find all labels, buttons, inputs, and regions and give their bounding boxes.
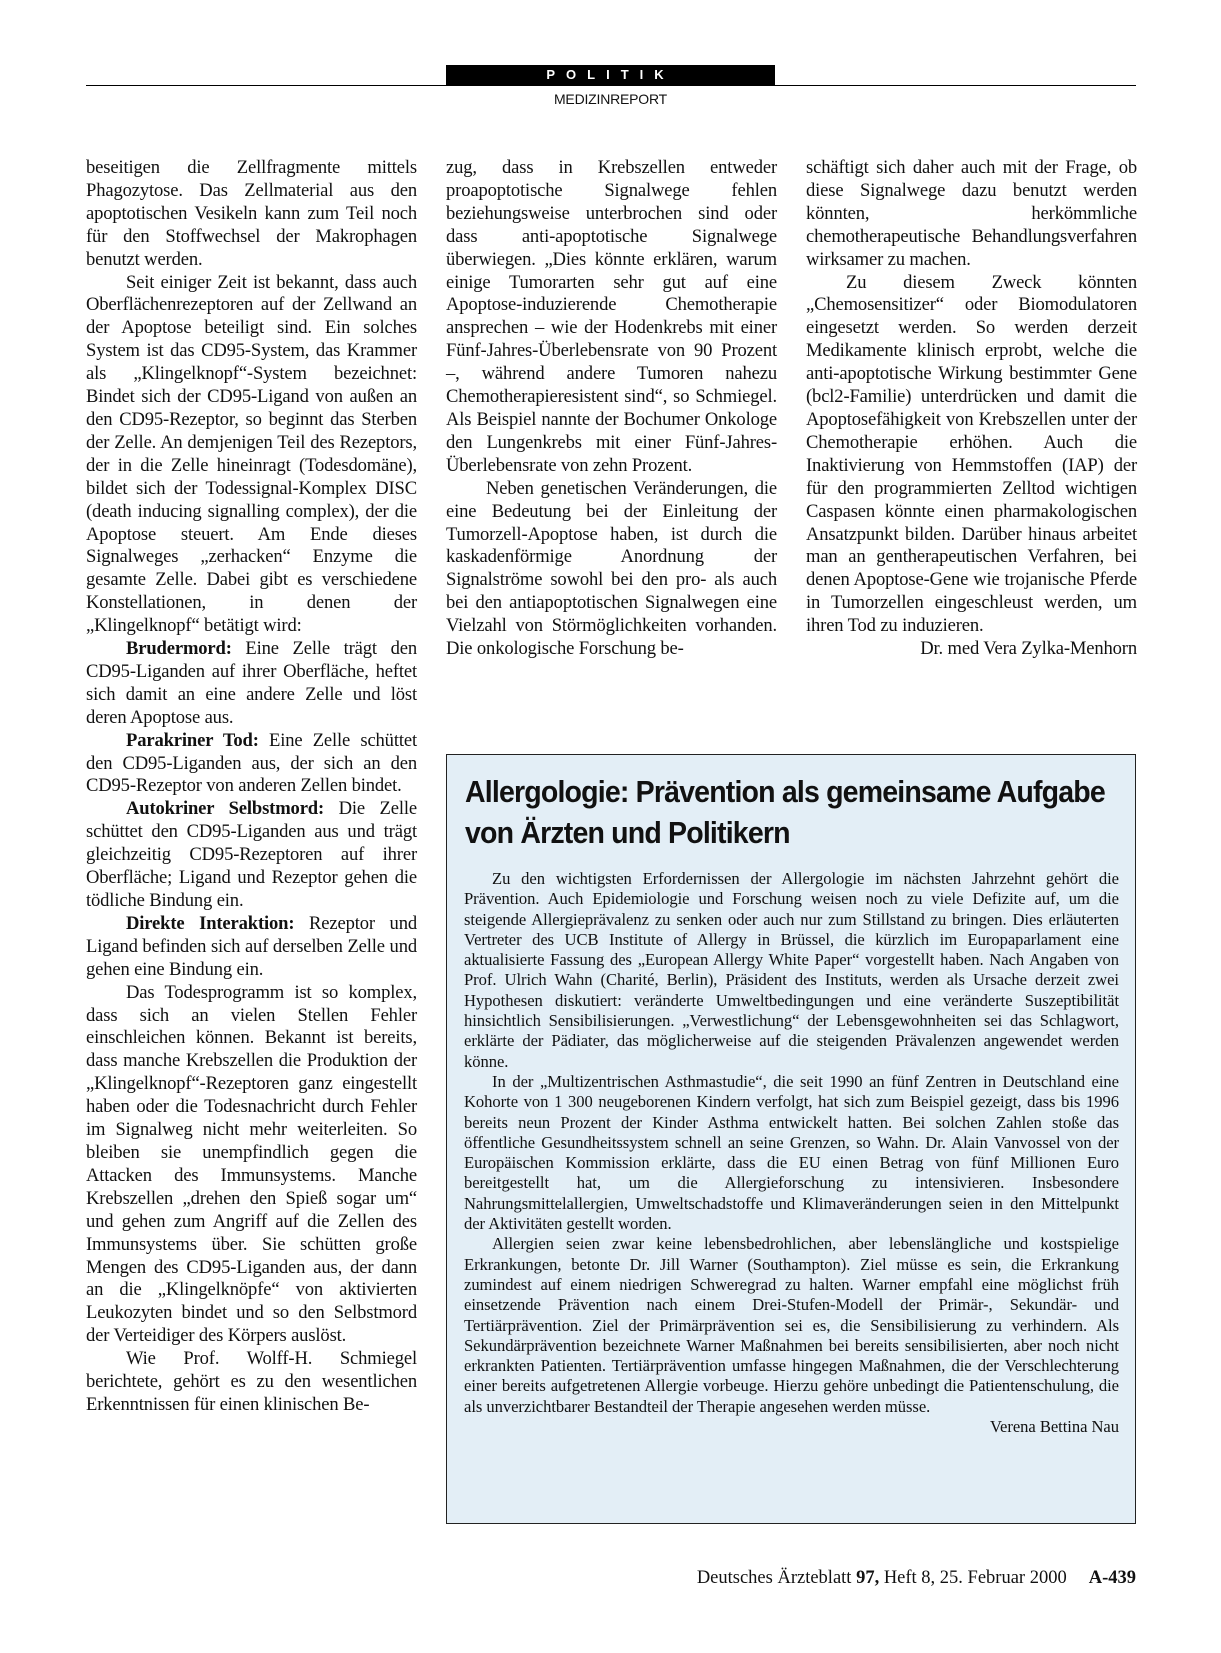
volume-number: 97, — [856, 1568, 880, 1588]
term-paragraph — [86, 798, 417, 913]
box-author: Verena Bettina Nau — [989, 1417, 1119, 1437]
term-text: Die Zelle schüttet den CD95-Liganden aus und trägt gleichzeitig CD95-Rezeptoren auf ihrer Oberfläche; Ligand und Rezeptor gehen die tödliche Bindung ein. — [86, 798, 418, 911]
sidebar-box — [446, 754, 1136, 1524]
box-body — [464, 869, 1119, 1437]
term-paragraph — [86, 638, 417, 730]
paragraph: Zu den wichtigsten Erfordernissen der Allergologie im nächsten Jahrzehnt gehört die Prävention. Auch Epidemiologie und Forschung weisen noch zu viele Defizite auf, um die steigende Allergieprävalenz zu senken oder auch nur zum Stillstand zu bringen. Dies erläuterten Vertreter des UCB Institute of Allergy in Brüssel, die kürzlich im Europaparlament eine aktualisierte Fassung des „European Allergy White Paper“ vorgestellt haben. Nach Angaben von Prof. Ulrich Wahn (Charité, Berlin), Präsident des Instituts, werden als Ursache derzeit zwei Hypothesen diskutiert: veränderte Umweltbedingungen und eine veränderte Suszeptibilität hinsichtlich Sensibilisierungen. „Verwestlichung“ der Lebensgewohnheiten sei das Schlagwort, erklärte der Pädiater, das möglicherweise auf die steigenden Prävalenzen angewendet werden könne. — [464, 869, 1119, 1071]
paragraph: zug, dass in Krebszellen entweder proapoptotische Signalwege fehlen beziehungsweise unterbrochen sind oder dass anti-apoptotische Signalwege überwiegen. „Dies könnte erklären, warum einige Tumorarten sehr gut auf eine Apoptose-induzierende Chemotherapie ansprechen – wie der Hodenkrebs mit einer Fünf-Jahres-Überlebensrate von 90 Prozent –, während andere Tumoren nahezu Chemotherapieresistent sind“, so Schmiegel. Als Beispiel nannte der Bochumer Onkologe den Lungenkrebs mit einer Fünf-Jahres-Überlebensrate von zehn Prozent. — [446, 157, 777, 476]
article-author: Dr. med Vera Zylka-Menhorn — [920, 638, 1137, 660]
paragraph: Seit einiger Zeit ist bekannt, dass auch Oberflächenrezeptoren auf der Zellwand an der Apoptose beteiligt sind. Ein solches System ist das CD95-System, das Krammer als „Klingelknopf“-System bezeichnet: Bindet sich der CD95-Ligand von außen an den CD95-Rezeptor, so beginnt das Sterben der Zelle. An demjenigen Teil des Rezeptors, der in die Zelle hineinragt (Todesdomäne), bildet sich der Todessignal-Komplex DISC (death inducing signalling complex), der die Apoptose steuert. Am Ende dieses Signalweges „zerhacken“ Enzyme die gesamte Zelle. Dabei gibt es verschiedene Konstellationen, in denen der „Klingelknopf“ betätigt wird: — [86, 271, 417, 637]
article-column-1 — [86, 157, 417, 1417]
term-label: Autokriner Selbstmord: — [126, 798, 325, 820]
paragraph: Neben genetischen Veränderungen, die eine Bedeutung bei der Einleitung der Tumorzell-Apoptose haben, ist durch die kaskadenförmige Anordnung der Signalströme sowohl bei den pro- als auch bei den antiapoptotischen Signalwegen eine Vielzahl von Störmöglichkeiten vorhanden. Die onkologische Forschung be- — [446, 477, 777, 660]
term-text: Eine Zelle schüttet den CD95-Liganden aus, der sich an den CD95-Rezeptor von anderen Zellen bindet. — [86, 729, 417, 797]
term-label: Brudermord: — [126, 638, 232, 660]
section-label: POLITIK — [446, 65, 775, 85]
paragraph: Allergien seien zwar keine lebensbedrohlichen, aber lebenslängliche und kostspielige Erkrankungen, betonte Dr. Jill Warner (Southampton). Ziel müsse es sein, die Erkrankung zumindest auf einem niedrigen Schweregrad zu halten. Warner empfahl eine möglichst früh einsetzende Prävention nach einem Drei-Stufen-Modell der Primär-, Sekundär- und Tertiärprävention. Ziel der Primärprävention sei es, die Sensibilisierung zu verhindern. Als Sekundärprävention bezeichnete Warner Maßnahmen bei bereits sensibilisierten, aber noch nicht erkrankten Patienten. Tertiärprävention umfasse hingegen Maßnahmen, die der Verschlechterung einer bereits aufgetretenen Allergie vorbeuge. Hierzu gehöre unbedingt die Patientenschulung, die als unverzichtbarer Bestandteil der Therapie angesehen werden müsse. — [464, 1234, 1119, 1416]
issue-date: Heft 8, 25. Februar 2000 — [879, 1568, 1067, 1588]
term-label: Direkte Interaktion: — [126, 912, 295, 934]
page-number: A-439 — [1088, 1568, 1136, 1588]
subsection-label: MEDIZINREPORT — [553, 91, 668, 107]
page-footer — [620, 1568, 1136, 1589]
term-paragraph — [86, 913, 417, 982]
box-title: Allergologie: Prävention als gemeinsame Aufgabe von Ärzten und Politikern — [465, 774, 1105, 850]
header-rule — [86, 85, 1136, 86]
term-paragraph — [86, 730, 417, 799]
term-text: Rezeptor und Ligand befinden sich auf derselben Zelle und gehen eine Bindung ein. — [86, 912, 417, 980]
article-column-3 — [806, 157, 1137, 661]
term-label: Parakriner Tod: — [126, 729, 259, 751]
article-column-2 — [446, 157, 777, 661]
paragraph: Das Todesprogramm ist so komplex, dass sich an vielen Stellen Fehler einschleichen können. Bekannt ist bereits, dass manche Krebszellen die Produktion der „Klingelknopf“-Rezeptoren ganz eingestellt haben oder die Todesnachricht durch Fehler im Signalweg nicht mehr weiterleiten. So bleiben sie unempfindlich gegen die Attacken des Immunsystems. Manche Krebszellen „drehen den Spieß sogar um“ und gehen zum Angriff auf die Zellen des Immunsystems über. Sie schütten große Mengen des CD95-Liganden aus, der dann an die „Klingelknöpfe“ von aktivierten Leukozyten bindet und so den Selbstmord der Verteidiger des Körpers auslöst. — [86, 981, 417, 1347]
paragraph: In der „Multizentrischen Asthmastudie“, die seit 1990 an fünf Zentren in Deutschland eine Kohorte von 1 300 neugeborenen Kindern verfolgt, hat sich zum Beispiel gezeigt, dass bis 1996 bereits neun Prozent der Kinder Asthma entwickelt hatten. Bei solchen Zahlen stoße das öffentliche Gesundheitssystem schnell an seine Grenzen, so Wahn. Dr. Alain Vanvossel von der Europäischen Kommission erklärte, dass die EU einen Betrag von fünf Millionen Euro bereitgestellt hat, um die Allergieforschung zu intensivieren. Insbesondere Nahrungsmittelallergien, Umweltschadstoffe und Klimaveränderungen seien in den Mittelpunkt der Aktivitäten gestellt worden. — [464, 1071, 1119, 1234]
paragraph: beseitigen die Zellfragmente mittels Phagozytose. Das Zellmaterial aus den apoptotischen Vesikeln kann zum Teil noch für den Stoffwechsel der Makrophagen benutzt werden. — [86, 157, 417, 270]
paragraph: Zu diesem Zweck könnten „Chemosensitizer“ oder Biomodulatoren eingesetzt werden. So werden derzeit Medikamente klinisch erprobt, welche die anti-apoptotische Wirkung bestimmter Gene (bcl2-Familie) unterdrücken und damit die Apoptosefähigkeit von Krebszellen unter der Chemotherapie erhöhen. Auch die Inaktivierung von Hemmstoffen (IAP) der für den programmierten Zelltod wichtigen Caspasen könnte einen pharmakologischen Ansatzpunkt bilden. Darüber hinaus arbeitet man an gentherapeutischen Verfahren, bei denen Apoptose-Gene wie trojanische Pferde in Tumorzellen eingeschleust werden, um ihren Tod zu induzieren. — [806, 271, 1137, 637]
journal-name: Deutsches Ärzteblatt — [696, 1568, 857, 1588]
paragraph: schäftigt sich daher auch mit der Frage, ob diese Signalwege dazu benutzt werden könnten, herkömmliche chemotherapeutische Behandlungsverfahren wirksamer zu machen. — [806, 157, 1137, 270]
paragraph: Wie Prof. Wolff-H. Schmiegel berichtete, gehört es zu den wesentlichen Erkenntnissen für einen klinischen Be- — [86, 1348, 417, 1415]
term-text: Eine Zelle trägt den CD95-Liganden auf ihrer Oberfläche, heftet sich damit an eine andere Zelle und löst deren Apoptose aus. — [86, 638, 417, 728]
